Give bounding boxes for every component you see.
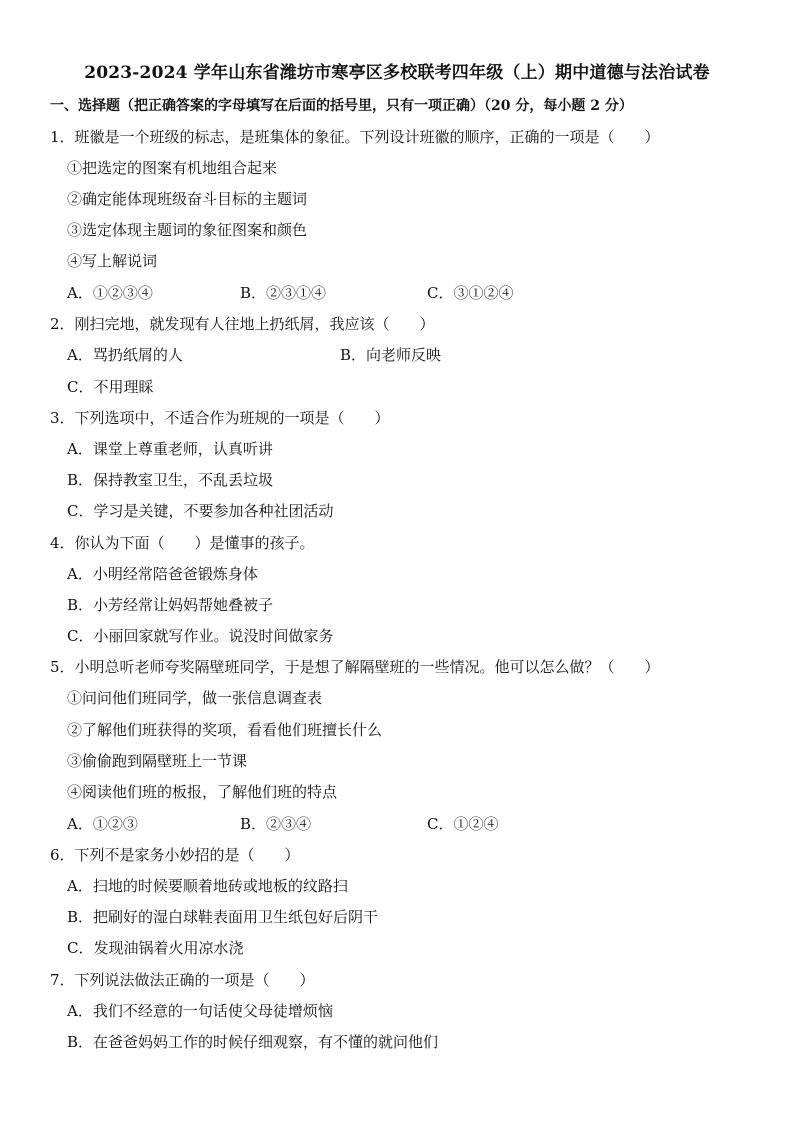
choice-a: A．扫地的时候要顺着地砖或地板的纹路扫 xyxy=(67,877,348,895)
choice-a: A．①②③④ xyxy=(67,284,153,302)
question-stem: 5．小明总听老师夸奖隔壁班同学，于是想了解隔壁班的一些情况。他可以怎么做？（ ） xyxy=(50,658,660,676)
question-stem: 6．下列不是家务小妙招的是（ ） xyxy=(50,846,300,864)
choice-b: B．小芳经常让妈妈帮她叠被子 xyxy=(67,596,274,614)
section-header: 一、选择题（把正确答案的字母填写在后面的括号里，只有一项正确）（20 分，每小题 2 分） xyxy=(50,98,633,114)
choice-a: A．课堂上尊重老师，认真听讲 xyxy=(67,440,273,458)
question-stem: 2．刚扫完地，就发现有人往地上扔纸屑，我应该（ ） xyxy=(50,315,435,333)
choice-c: C．不用理睬 xyxy=(67,378,154,396)
choice-row xyxy=(67,345,767,365)
choice-c: C．学习是关键，不要参加各种社团活动 xyxy=(67,502,334,520)
choice-a: A．①②③ xyxy=(67,815,138,833)
choice-row xyxy=(67,283,767,303)
question-item: ①把选定的图案有机地组合起来 xyxy=(67,159,278,177)
question-stem: 3．下列选项中，不适合作为班规的一项是（ ） xyxy=(50,409,390,427)
choice-b: B．把刷好的湿白球鞋表面用卫生纸包好后阴干 xyxy=(67,908,379,926)
choice-c: C．③①②④ xyxy=(427,284,514,302)
question-stem: 4．你认为下面（ ）是懂事的孩子。 xyxy=(50,534,315,552)
choice-a: A．小明经常陪爸爸锻炼身体 xyxy=(67,565,258,583)
question-stem: 7．下列说法做法正确的一项是（ ） xyxy=(50,971,315,989)
question-item: ④写上解说词 xyxy=(67,252,158,270)
question-item: ④阅读他们班的板报，了解他们班的特点 xyxy=(67,783,338,801)
question-item: ②确定能体现班级奋斗目标的主题词 xyxy=(67,190,308,208)
question-item: ③选定体现主题词的象征图案和颜色 xyxy=(67,221,308,239)
choice-c: C．①②④ xyxy=(427,815,499,833)
choice-c: C．小丽回家就写作业。说没时间做家务 xyxy=(67,627,334,645)
question-item: ①问问他们班同学，做一张信息调查表 xyxy=(67,689,323,707)
choice-a: A．我们不经意的一句话使父母徒增烦恼 xyxy=(67,1002,333,1020)
choice-b: B．在爸爸妈妈工作的时候仔细观察，有不懂的就问他们 xyxy=(67,1033,439,1051)
choice-b: B．②③①④ xyxy=(240,284,327,302)
question-item: ②了解他们班获得的奖项，看看他们班擅长什么 xyxy=(67,721,383,739)
choice-b: B．向老师反映 xyxy=(340,346,442,364)
choice-b: B．保持教室卫生，不乱丢垃圾 xyxy=(67,471,274,489)
question-item: ③偷偷跑到隔壁班上一节课 xyxy=(67,752,248,770)
choice-a: A．骂扔纸屑的人 xyxy=(67,346,183,364)
choice-b: B．②③④ xyxy=(240,815,312,833)
exam-title: 2023-2024 学年山东省潍坊市寒亭区多校联考四年级（上）期中道德与法治试卷 xyxy=(84,63,710,83)
choice-c: C．发现油锅着火用凉水浇 xyxy=(67,939,244,957)
choice-row xyxy=(67,814,767,834)
question-stem: 1．班徽是一个班级的标志，是班集体的象征。下列设计班徽的顺序，正确的一项是（ ） xyxy=(50,128,660,146)
